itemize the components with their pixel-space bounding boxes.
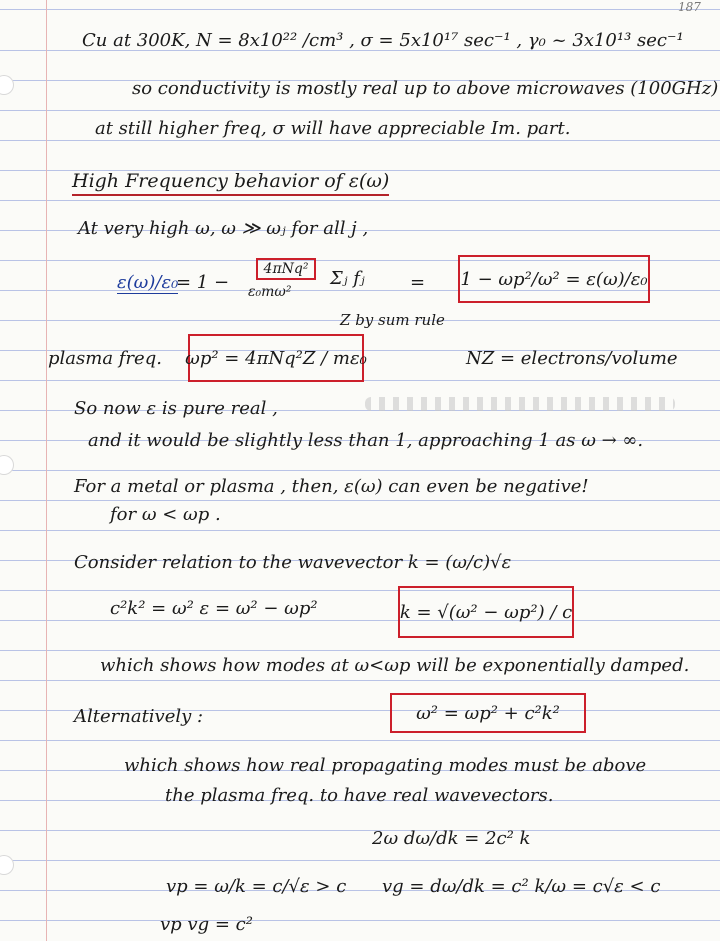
boxed-factor — [256, 258, 316, 280]
plasma-freq-box — [185, 334, 367, 382]
copper-parameters-line: Cu at 300K, N = 8x10²² /cm³ , σ = 5x10¹⁷ sec⁻¹ , γ₀ ~ 3x10¹³ sec⁻¹ — [82, 30, 684, 51]
plasma-freq-label: plasma freq. — [48, 348, 162, 369]
binder-hole — [0, 855, 14, 875]
eps-result-box — [458, 255, 650, 303]
c2k2-equation: c²k² = ω² ε = ω² − ωp² — [110, 598, 318, 619]
nz-note: NZ = electrons/volume — [466, 348, 678, 369]
margin-line — [46, 0, 47, 941]
conductivity-line: so conductivity is mostly real up to above microwaves (100GHz) — [132, 78, 719, 99]
velocity-product-equation: vp vg = c² — [160, 914, 253, 935]
plasma-freq-formula: ωp² = 4πNq²Z / mε₀ — [185, 347, 367, 369]
oscillator-sum: Σⱼ fⱼ — [330, 268, 365, 289]
binder-hole — [0, 75, 14, 95]
eps-expansion-prefix: = 1 − — [176, 272, 230, 293]
group-velocity-equation: vg = dω/dk = c² k/ω = c√ε < c — [382, 876, 661, 897]
erased-text-smudge — [365, 397, 675, 411]
eps-ratio-lhs: ε(ω)/ε₀ — [117, 272, 179, 293]
eps-denominator: ε₀mω² — [248, 284, 292, 300]
binder-hole — [0, 455, 14, 475]
less-than-one-line: and it would be slightly less than 1, approaching 1 as ω → ∞. — [88, 430, 644, 451]
section-heading: High Frequency behavior of ε(ω) — [72, 170, 389, 196]
k-result-box — [398, 586, 574, 638]
sum-rule-note: Z by sum rule — [340, 311, 445, 329]
pure-real-line: So now ε is pure real , — [74, 398, 278, 419]
eps-result-text: 1 − ωp²/ω² = ε(ω)/ε₀ — [460, 268, 648, 290]
dispersion-box — [390, 693, 586, 733]
metal-plasma-line: For a metal or plasma , then, ε(ω) can even be negative! — [74, 476, 589, 497]
phase-velocity-equation: vp = ω/k = c/√ε > c — [166, 876, 347, 897]
damped-modes-line: which shows how modes at ω<ωp will be exponentially damped. — [100, 655, 690, 676]
equals-sign: = — [410, 272, 426, 293]
higher-freq-line: at still higher freq, σ will have appreciable Im. part. — [95, 118, 571, 139]
omega-less-than-wp-line: for ω < ωp . — [110, 504, 221, 525]
wavevector-relation-line: Consider relation to the wavevector k = (ω/c)√ε — [74, 552, 512, 573]
k-result-formula: k = √(ω² − ωp²) / c — [399, 601, 573, 623]
propagating-modes-line: which shows how real propagating modes must be above — [124, 755, 647, 776]
very-high-omega-line: At very high ω, ω ≫ ωⱼ for all j , — [78, 218, 369, 239]
alternatively-label: Alternatively : — [74, 706, 204, 727]
derivative-equation: 2ω dω/dk = 2c² k — [372, 828, 531, 849]
page-number: 187 — [678, 0, 701, 14]
real-wavevectors-line: the plasma freq. to have real wavevectors. — [165, 785, 554, 806]
dispersion-relation: ω² = ωp² + c²k² — [416, 702, 560, 724]
boxed-factor-text: 4πNq² — [263, 261, 309, 277]
